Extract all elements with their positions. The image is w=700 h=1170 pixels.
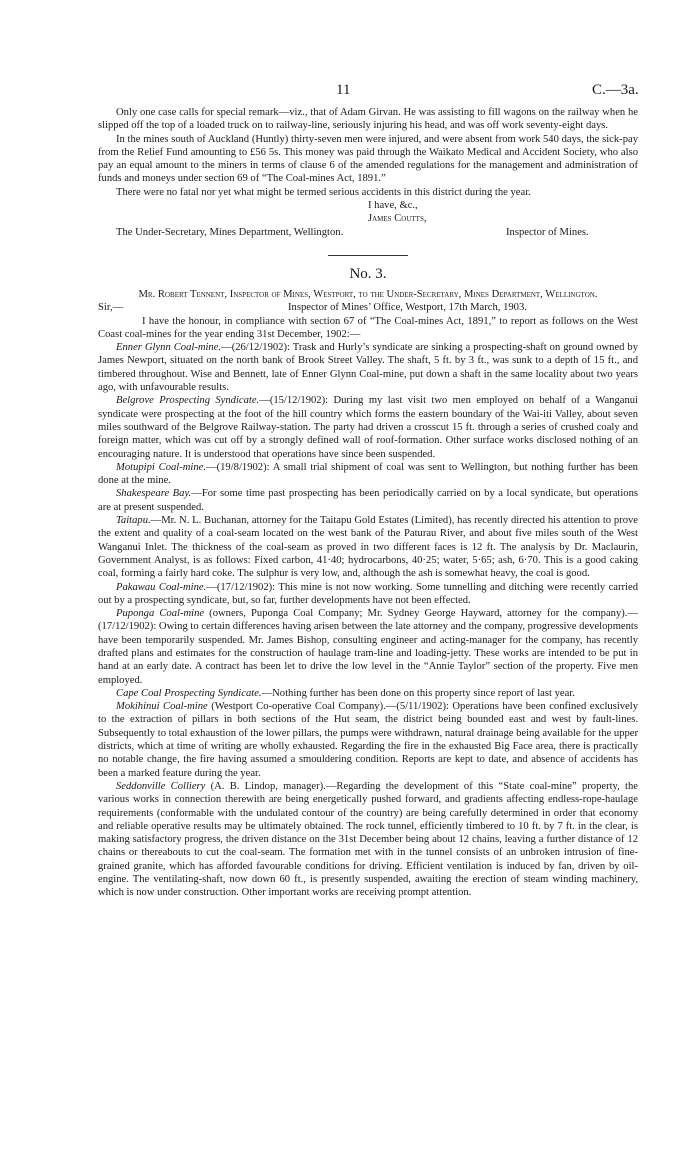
mine-paragraph-cape-coal [98,687,638,700]
page-number: 11 [336,82,351,98]
sign-off: I have, &c., [368,200,418,212]
document-reference: C.—3a. [592,82,639,98]
mine-text: (owners, Puponga Coal Company; Mr. Sydney George Hayward, attorney for the company).—(17/12/1902): Owing to certain differences having arisen between the late attorney and the company, progressive developments have been temporarily suspended. Mr. James Bishop, consulting engineer and acting-manager for the company, has recently drafted plans and estimates for the construction of haulage tram-line and loading-jetty. These works are intended to be put in hand at an early date. A contract has been let to drive the low level in the “Annie Taylor” section of the property. Five men employed. [98,608,639,686]
mine-name: Taitapu. [116,515,151,527]
mine-text: —For some time past prospecting has been periodically carried on by a local syndicate, but operations are at present suspended. [98,488,639,513]
office-date: Inspector of Mines’ Office, Westport, 17th March, 1903. [288,302,527,314]
mine-paragraph-belgrove [98,394,638,460]
mine-name: Shakespeare Bay. [116,488,192,500]
mine-name: Cape Coal Prospecting Syndicate. [116,687,262,699]
addressee-row [98,226,638,239]
mine-paragraph-motupipi [98,461,638,488]
mine-name: Pakawau Coal-mine. [116,581,207,593]
paragraph-no-fatal: There were no fatal nor yet what might be termed serious accidents in this district during the year. [116,186,531,198]
salutation: Sir,— [98,302,124,314]
mine-text: —Mr. N. L. Buchanan, attorney for the Taitapu Gold Estates (Limited), has recently directed his attention to prove the extent and quality of a coal-seam located on the west bank of the Paturau River, and about five miles south of the West Wanganui Inlet. The thickness of the coal-seam as proved in two different faces is 12 ft. The analysis by Dr. Maclaurin, Government Analyst, is as follows: Fixed carbon, 41·40; hydrocarbons, 40·25; water, 5·65; ash, 6·70. This is a good caking coal, forming a fairly hard coke. The sulphur is very low, and, although the ash is somewhat heavy, the coal is good. [98,515,638,580]
mine-paragraph-taitapu [98,514,638,580]
mine-paragraph-enner-glynn [98,341,638,394]
mine-text: (Westport Co-operative Coal Company).—(5/11/1902): Operations have been confined exclusively to the extraction of pillars in both sections of the Hut seam, the district being bounded east and west by fault-lines. Subsequently to total exhaustion of the lower pillars, the pumps were withdrawn, natural drainage being available for the upper districts, which at time of writing are wholly exhausted. Regarding the fire in the exhausted Big Face area, there is practically no notable change, the fire having assumed a smouldering condition. Reports are kept to date, and absence of accidents has been a marked feature during the year. [98,701,638,779]
letter-address-line: Mr. Robert Tennent, Inspector of Mines, Westport, to the Under-Secretary, Mines Department, Wellington. [138,288,598,300]
mine-name: Seddonville Colliery [116,780,206,792]
mine-paragraph-puponga [98,607,638,687]
mine-name: Enner Glynn Coal-mine. [116,342,222,354]
mine-text: (A. B. Lindop, manager).—Regarding the development of this “State coal-mine” property, the various works in connection therewith are being energetically pushed forward, and gradients affecting endless-rope-haulage requirements (conformable with the undulated contour of the country) are being carefully determined in order that economy and reliable operative results may be ultimately obtained. The rock tunnel, efficiently timbered to 10 ft. by 7 ft. in the clear, is making satisfactory progress, the driven distance on the 31st December being about 12 chains, leaving a further distance of 12 chains or thereabouts to cut the coal-seam. The formation met with in the tunnel consists of an unbroken intrusion of fine-grained granite, which has afforded favourable conditions for driving. Efficient ventilation is induced by fan, driven by oil-engine. The ventilating-shaft, now down 60 ft., is presently suspended, awaiting the erection of steam winding machinery, which is now under construction. Other important works are receiving prompt attention. [98,780,638,899]
mine-text: —Nothing further has been done on this property since report of last year. [261,687,575,699]
mine-name: Mokihinui Coal-mine [116,701,208,713]
section-heading: No. 3. [349,265,387,282]
mine-paragraph-seddonville [98,780,638,900]
mine-name: Belgrove Prospecting Syndicate. [116,395,260,407]
mine-paragraph-pakawau [98,581,638,608]
mine-name: Puponga Coal-mine [116,608,205,620]
intro-paragraph: I have the honour, in compliance with section 67 of “The Coal-mines Act, 1891,” to report as follows on the West Coast coal-mines for the year ending 31st December, 1902:— [98,315,638,340]
mine-name: Motupipi Coal-mine. [116,461,206,473]
signatory-title: Inspector of Mines. [506,226,589,238]
paragraph-girvan: Only one case calls for special remark—viz., that of Adam Girvan. He was assisting to fill wagons on the railway when he slipped off the top of a loaded truck on to railway-line, seriously injuring his head, and was off work seventy-eight days. [98,107,638,132]
mine-text: —(26/12/1902): Trask and Hurly’s syndicate are sinking a prospecting-shaft on ground owned by James Newport, situated on the north bank of Brook Street Valley. The shaft, 5 ft. by 3 ft., was sunk to a depth of 15 ft., and timbered throughout. Wise and Bennett, late of Enner Glynn Coal-mine, put down a shaft in the same locality about two years ago, with unfavourable results. [98,342,639,394]
mine-paragraph-shakespeare-bay [98,487,638,514]
salutation-row [98,301,638,314]
mine-text: —(19/8/1902): A small trial shipment of coal was sent to Wellington, but nothing further has been done at the mine. [98,461,638,487]
signature: James Coutts, [368,213,427,225]
signature-row [98,212,638,225]
addressee: The Under-Secretary, Mines Department, Wellington. [116,226,344,238]
sign-off-row [98,199,638,212]
document-body [98,106,638,900]
paragraph-huntly: In the mines south of Auckland (Huntly) thirty-seven men were injured, and were absent from work 540 days, the sick-pay from the Relief Fund amounting to £56 5s. This money was paid through the Waikato Medical and Accident Society, who also pay an equal amount to the miners in terms of clause 6 of the amended regulations for the management and administration of funds and moneys under section 69 of “The Coal-mines Act, 1891.” [98,133,638,185]
mine-text: —(17/12/1902): This mine is not now working. Some tunnelling and ditching were recently carried out by a prospecting syndicate, but, so far, further developments have not been effected. [98,581,638,606]
mine-text: —(15/12/1902): During my last visit two men employed on behalf of a Wanganui syndicate were prospecting at the foot of the hill country which forms the eastern boundary of the Wai-iti Valley, about seven miles southward of the Belgrove Railway-station. The party had driven a crosscut 15 ft. through a series of crushed coaly and foreign matter, which was cut off by a strongly defined wall of roof-formation. Other surface works disclosed nothing of an encouraging nature. It is understood that operations have since been suspended. [98,395,638,460]
section-divider [328,255,408,256]
mine-paragraph-mokihinui [98,700,638,780]
page-header [0,82,700,102]
